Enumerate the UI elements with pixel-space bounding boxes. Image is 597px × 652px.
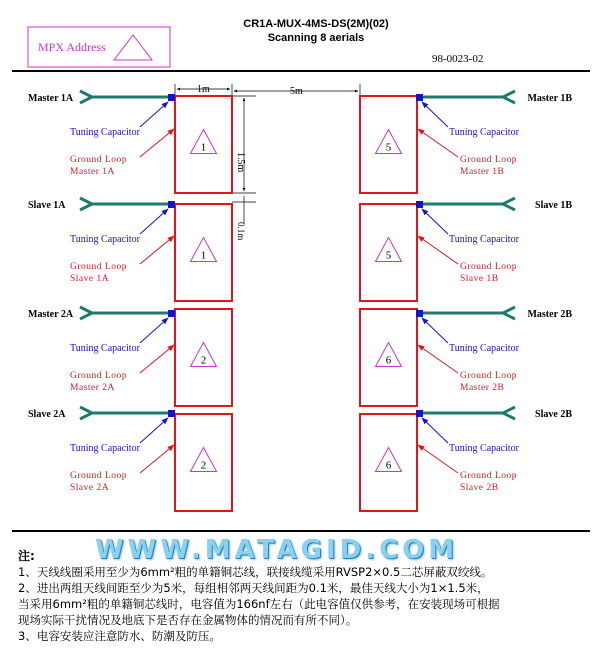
left-row-1-capacitor-label: Tuning Capacitor [70, 127, 140, 138]
left-row-3-capacitor-icon [168, 310, 175, 317]
left-row-1-capacitor-arrow [140, 102, 168, 127]
dim-coil-width: 1m [197, 84, 210, 95]
note-2a: 2、进出两组天线间距至少为5米，每组相邻两天线间距为0.1米，最佳天线大小为1×1.5米， [18, 581, 489, 595]
left-row-4-address-number: 2 [200, 459, 207, 472]
right-row-1-ground-loop-label: Ground Loop [460, 155, 517, 165]
left-row-2-ground-loop-arrow [140, 236, 174, 264]
right-row-4-address-number: 6 [385, 459, 392, 472]
left-row-3-ground-loop-name: Master 2A [70, 383, 115, 393]
right-row-1-capacitor-label: Tuning Capacitor [449, 127, 519, 138]
mpx-address-box [28, 27, 170, 67]
right-row-3-capacitor-label: Tuning Capacitor [449, 343, 519, 354]
right-row-2-ground-loop-name: Slave 1B [460, 274, 499, 284]
left-row-4-capacitor-arrow [140, 418, 168, 443]
document-number: 98-0023-02 [432, 53, 484, 65]
right-row-1-capacitor-icon [416, 94, 423, 101]
left-row-2-capacitor-arrow [140, 209, 168, 234]
watermark: WWW.MATAGID.COM [95, 535, 459, 565]
left-row-3-cable-fork-icon [80, 307, 92, 319]
right-row-4-ground-loop-name: Slave 2B [460, 483, 499, 493]
title-line-1: CR1A-MUX-4MS-DS(2M)(02) [243, 18, 389, 30]
note-2b: 当采用6mm²粗的单籍铜芯线时，电容值为166nf左右（此电容值仅供参考，在安装现场可根据 [18, 597, 500, 611]
left-row-1-cable-fork-icon [80, 91, 92, 103]
right-row-4-cable-fork-icon [503, 407, 515, 419]
left-row-3-ground-loop-label: Ground Loop [70, 371, 127, 381]
right-row-2-capacitor-icon [416, 201, 423, 208]
left-row-4-ground-loop-name: Slave 2A [70, 483, 110, 493]
right-row-1-ground-loop-name: Master 1B [460, 167, 505, 177]
left-row-3-capacitor-label: Tuning Capacitor [70, 343, 140, 354]
left-row-1-aerial-label: Master 1A [28, 93, 74, 104]
left-row-1-address-number: 1 [200, 141, 207, 154]
right-row-3-ground-loop-label: Ground Loop [460, 371, 517, 381]
left-row-4-aerial-label: Slave 2A [28, 409, 66, 420]
note-1: 1、天线线圈采用至少为6mm²粗的单籍铜芯线，联接线缆采用RVSP2×0.5二芯屏蔽双绞线。 [18, 565, 493, 579]
left-row-2-aerial-label: Slave 1A [28, 200, 66, 211]
right-row-4-ground-loop-label: Ground Loop [460, 471, 517, 481]
right-row-2-ground-loop-label: Ground Loop [460, 262, 517, 272]
right-row-1-capacitor-arrow [422, 102, 448, 127]
left-row-1-ground-loop-arrow [140, 129, 174, 157]
right-row-1-aerial-label: Master 1B [527, 93, 572, 104]
note-2c: 现场实际干扰情况及地底下是否存在金属物体的情况而有所不同）。 [18, 613, 358, 627]
left-row-2-capacitor-label: Tuning Capacitor [70, 234, 140, 245]
right-row-3-cable-fork-icon [503, 307, 515, 319]
notes-title: 注: [18, 549, 35, 563]
right-row-3-capacitor-arrow [422, 318, 448, 343]
right-row-2-capacitor-arrow [422, 209, 448, 234]
left-row-4-ground-loop-arrow [140, 445, 174, 473]
right-row-4-capacitor-icon [416, 410, 423, 417]
left-row-3-aerial-label: Master 2A [28, 309, 74, 320]
left-row-1-capacitor-icon [168, 94, 175, 101]
dim-spacing: 5m [290, 86, 303, 97]
right-row-3-aerial-label: Master 2B [527, 309, 572, 320]
title-line-2: Scanning 8 aerials [267, 32, 365, 44]
right-row-4-capacitor-arrow [422, 418, 448, 443]
left-row-4-capacitor-icon [168, 410, 175, 417]
left-row-3-capacitor-arrow [140, 318, 168, 343]
left-row-3-ground-loop-arrow [140, 345, 174, 373]
notes-section [18, 548, 588, 644]
left-row-4-ground-loop-label: Ground Loop [70, 471, 127, 481]
note-3: 3、电容安装应注意防水、防潮及防压。 [18, 629, 221, 643]
right-row-2-address-number: 5 [385, 249, 392, 262]
left-row-2-ground-loop-name: Slave 1A [70, 274, 110, 284]
dim-coil-height: 1.5m [235, 152, 246, 173]
mpx-address-label: MPX Address [38, 40, 106, 54]
right-row-2-cable-fork-icon [503, 198, 515, 210]
left-row-2-cable-fork-icon [80, 198, 92, 210]
dim-coil-gap: 0.1m [236, 222, 246, 241]
right-row-3-capacitor-icon [416, 310, 423, 317]
right-row-3-address-number: 6 [385, 354, 392, 367]
mpx-triangle-icon [114, 35, 152, 60]
right-row-2-capacitor-label: Tuning Capacitor [449, 234, 519, 245]
right-row-3-ground-loop-name: Master 2B [460, 383, 505, 393]
left-row-4-capacitor-label: Tuning Capacitor [70, 443, 140, 454]
right-row-1-cable-fork-icon [503, 91, 515, 103]
left-row-2-address-number: 1 [200, 249, 207, 262]
left-row-3-address-number: 2 [200, 354, 207, 367]
left-row-1-ground-loop-label: Ground Loop [70, 155, 127, 165]
left-row-1-ground-loop-name: Master 1A [70, 167, 115, 177]
left-row-2-capacitor-icon [168, 201, 175, 208]
right-row-4-aerial-label: Slave 2B [535, 409, 572, 420]
right-row-1-address-number: 5 [385, 141, 392, 154]
right-row-2-aerial-label: Slave 1B [535, 200, 572, 211]
right-row-4-capacitor-label: Tuning Capacitor [449, 443, 519, 454]
left-row-4-cable-fork-icon [80, 407, 92, 419]
left-row-2-ground-loop-label: Ground Loop [70, 262, 127, 272]
